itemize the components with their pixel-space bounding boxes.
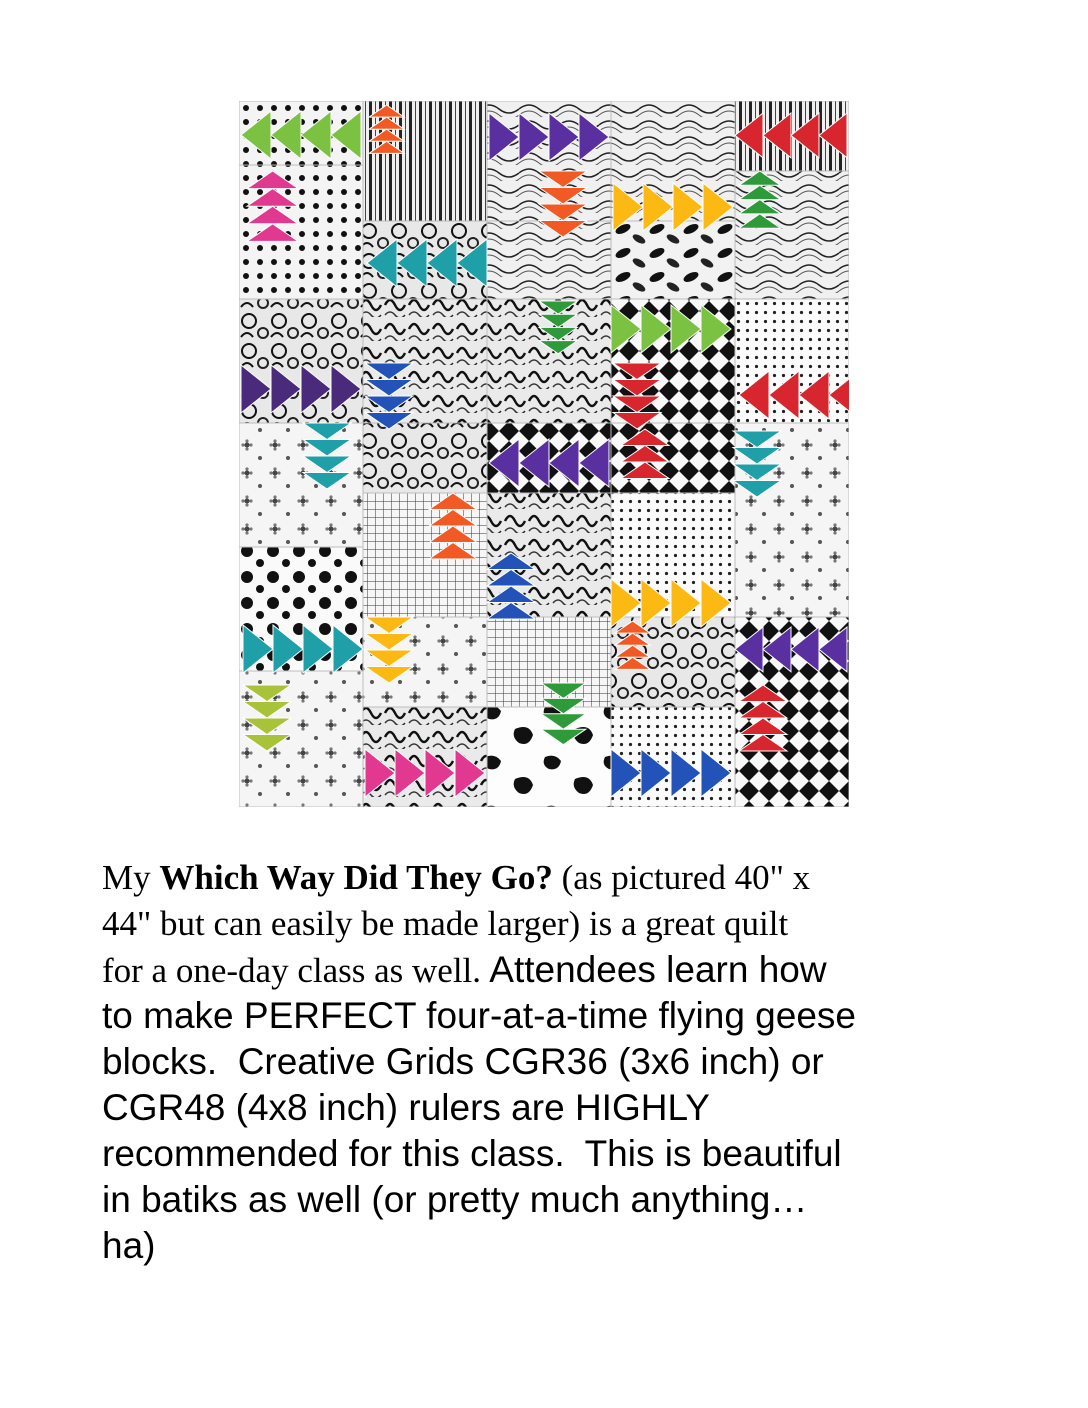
quilt-fabric-block (363, 423, 487, 493)
quilt-description (102, 855, 982, 1269)
quilt-fabric-block (611, 221, 735, 301)
quilt-title: Which Way Did They Go? (159, 858, 553, 897)
description-sans-8: in batiks as well (or pretty much anything… (102, 1179, 808, 1220)
description-serif-2: 44" but can easily be made larger) is a great quilt (102, 904, 789, 943)
description-lead: My (102, 858, 160, 897)
description-sans-9: ha) (102, 1225, 156, 1266)
quilt-fabric-block (487, 707, 611, 807)
description-sans-6: CGR48 (4x8 inch) rulers are HIGHLY (102, 1087, 710, 1128)
description-sans-7: recommended for this class. This is beautiful (102, 1133, 842, 1174)
quilt-fabric-block (363, 101, 487, 221)
description-sans-3: Attendees learn how (481, 949, 827, 990)
description-serif-1: (as pictured 40" x (552, 858, 811, 897)
description-serif-3: for a one-day class as well. (102, 951, 482, 990)
quilt-fabric-block (487, 221, 611, 301)
description-sans-4: to make PERFECT four-at-a-time flying geese (102, 995, 856, 1036)
description-sans-5: blocks. Creative Grids CGR36 (3x6 inch) or (102, 1041, 824, 1082)
quilt-photo (239, 101, 849, 807)
